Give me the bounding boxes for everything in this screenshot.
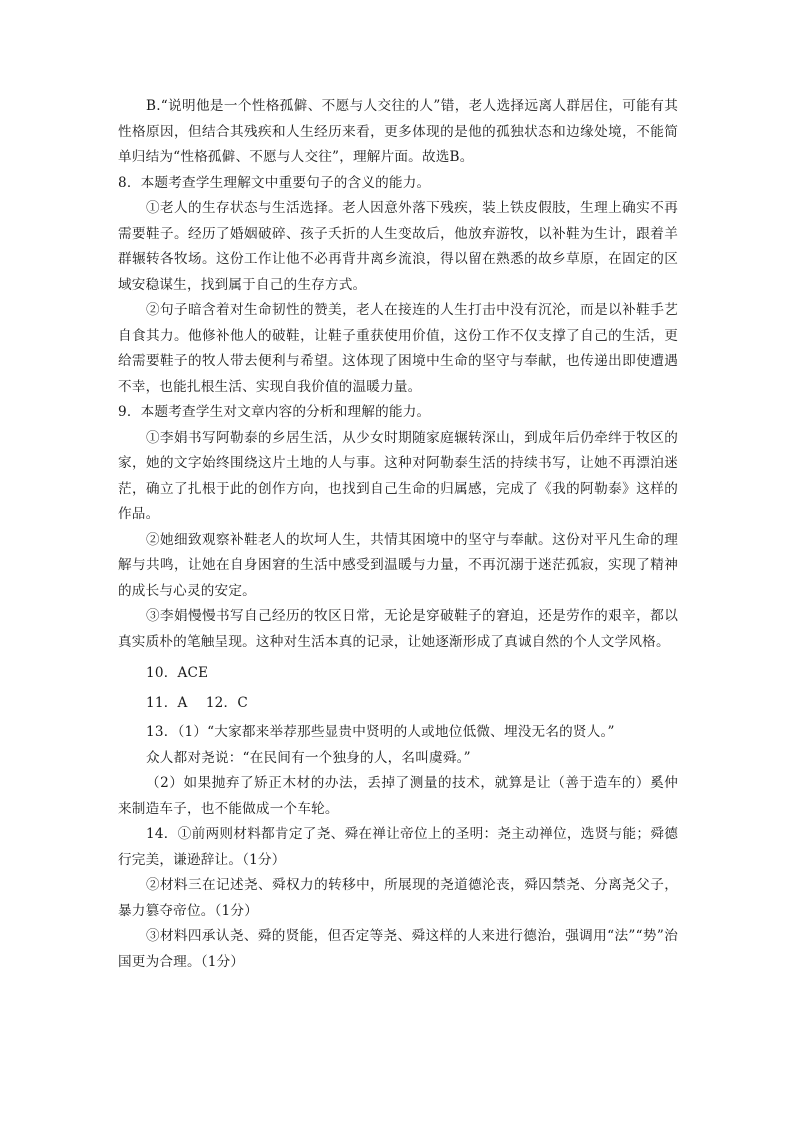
question-8-point-1: ①老人的生存状态与生活选择。老人因意外落下残疾，装上铁皮假肢，生理上确实不再需要鞋子。经历了婚姻破碎、孩子夭折的人生变故后，他放弃游牧，以补鞋为生计，跟着羊群辗转各牧场。这份工作让他不必再背井离乡流浪，得以留在熟悉的故乡草原，在固定的区域安稳谋生，找到属于自己的生存方式。 [118, 200, 678, 293]
question-14-point-2: ②材料三在记述尧、舜权力的转移中，所展现的尧道德沦丧，舜囚禁尧、分离尧父子，暴力篡夺帝位。（1分） [118, 877, 678, 919]
question-9-point-2: ②她细致观察补鞋老人的坎坷人生，共情其困境中的坚守与奉献。这份对平凡生命的理解与共鸣，让她在自身困窘的生活中感受到温暖与力量，不再沉溺于迷茫孤寂，实现了精神的成长与心灵的安定。 [118, 531, 678, 599]
question-9-heading: 9．本题考查学生对文章内容的分析和理解的能力。 [118, 404, 431, 420]
question-14-point-1: 14．①前两则材料都肯定了尧、舜在禅让帝位上的圣明：尧主动禅位，选贤与能；舜德行完美，谦逊辞让。（1分） [118, 826, 678, 868]
question-13-part-2: （2）如果抛弃了矫正木材的办法，丢掉了测量的技术，就算是让（善于造车的）奚仲来制造车子，也不能做成一个车轮。 [118, 775, 678, 817]
question-9-point-1: ①李娟书写阿勒泰的乡居生活，从少女时期随家庭辗转深山，到成年后仍牵绊于牧区的家，她的文字始终围绕这片土地的人与事。这种对阿勒泰生活的持续书写，让她不再漂泊迷茫，确立了扎根于此的创作方向，也找到自己生命的归属感，完成了《我的阿勒泰》这样的作品。 [118, 429, 678, 522]
answer-content [118, 94, 678, 975]
question-11-12-answer: 11．A 12．C [146, 694, 248, 711]
question-13-part-1-second: 众人都对尧说：“在民间有一个独身的人，名叫虞舜。” [146, 749, 471, 766]
answer-7b-explanation: B.“说明他是一个性格孤僻、不愿与人交往的人”错，老人选择远离人群居住，可能有其性格原因，但结合其残疾和人生经历来看，更多体现的是他的孤独状态和边缘处境，不能简单归结为“性格孤僻、不愿与人交往”，理解片面。故选B。 [118, 98, 678, 165]
question-9-point-3: ③李娟慢慢书写自己经历的牧区日常，无论是穿破鞋子的窘迫，还是劳作的艰辛，都以真实质朴的笔触呈现。这种对生活本真的记录，让她逐渐形成了真诚自然的个人文学风格。 [118, 608, 678, 650]
question-13-part-1: 13．（1）“大家都来举荐那些显贵中贤明的人或地位低微、埋没无名的贤人。” [146, 724, 615, 740]
question-14-point-3: ③材料四承认尧、舜的贤能，但否定等尧、舜这样的人来进行德治，强调用“法”“势”治国更为合理。（1分） [118, 928, 678, 970]
question-10-answer: 10．ACE [146, 665, 209, 681]
question-8-heading: 8．本题考查学生理解文中重要句子的含义的能力。 [118, 174, 431, 191]
question-8-point-2: ②句子暗含着对生命韧性的赞美，老人在接连的人生打击中没有沉沦，而是以补鞋手艺自食其力。他修补他人的破鞋，让鞋子重获使用价值，这份工作不仅支撑了自己的生活，更给需要鞋子的牧人带去便利与希望。这体现了困境中生命的坚守与奉献，也传递出即使遭遇不幸，也能扎根生活、实现自我价值的温暖力量。 [118, 302, 678, 395]
